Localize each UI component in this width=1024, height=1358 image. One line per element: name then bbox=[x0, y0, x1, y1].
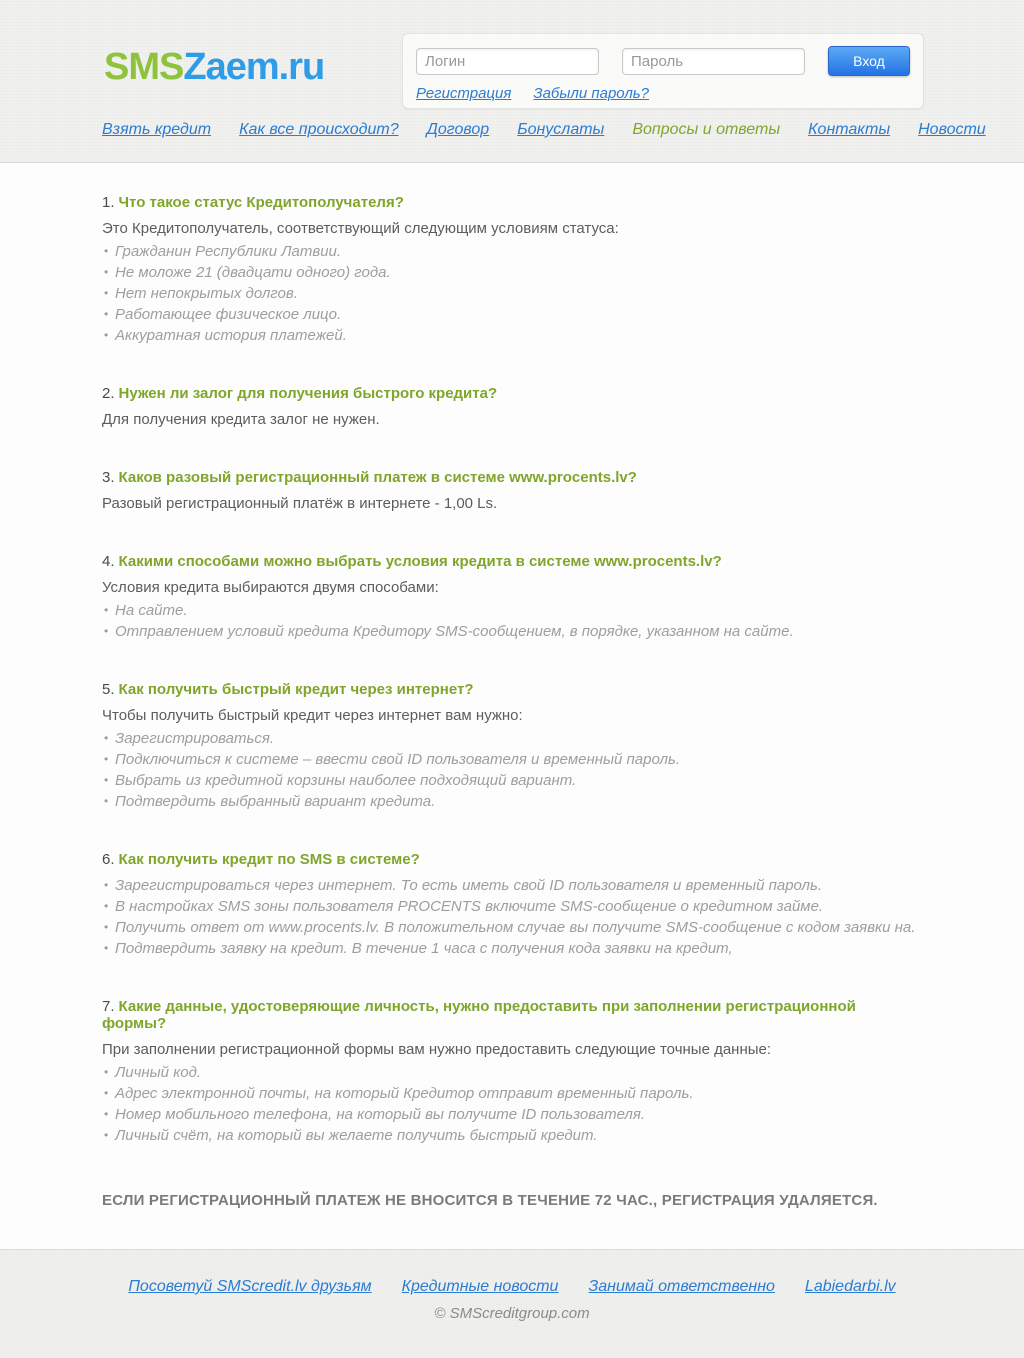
faq-question-number: 1. bbox=[102, 194, 115, 211]
bullet-icon: • bbox=[104, 773, 109, 787]
faq-question-number: 3. bbox=[102, 469, 115, 486]
faq-bullet: • Аккуратная история платежей. bbox=[104, 327, 347, 344]
faq-question-text: Какие данные, удостоверяющие личность, нужно предоставить при заполнении регистрационной формы? bbox=[102, 998, 856, 1032]
faq-bullet: • Получить ответ от www.procents.lv. В положительном случае вы получите SMS-сообщение с кодом заявки на. bbox=[104, 919, 916, 936]
faq-item bbox=[102, 851, 922, 959]
nav-item[interactable]: Бонуслаты bbox=[517, 121, 605, 138]
nav-item-active[interactable]: Вопросы и ответы bbox=[632, 121, 781, 138]
bullet-icon: • bbox=[104, 1086, 109, 1100]
faq-question bbox=[102, 998, 922, 1032]
login-input[interactable] bbox=[416, 48, 599, 75]
faq-bullet: • Адрес электронной почты, на который Кредитор отправит временный пароль. bbox=[104, 1085, 694, 1102]
faq-list bbox=[102, 194, 922, 1146]
faq-question-number: 7. bbox=[102, 998, 115, 1015]
site-footer bbox=[0, 1249, 1024, 1358]
footer-links bbox=[0, 1278, 1024, 1296]
bullet-icon: • bbox=[104, 794, 109, 808]
faq-question-number: 2. bbox=[102, 385, 115, 402]
bullet-icon: • bbox=[104, 731, 109, 745]
faq-answer-intro: Чтобы получить быстрый кредит через интернет вам нужно: bbox=[102, 707, 523, 724]
faq-question-number: 5. bbox=[102, 681, 115, 698]
bullet-icon: • bbox=[104, 603, 109, 617]
bullet-icon: • bbox=[104, 1128, 109, 1142]
faq-answer-intro: При заполнении регистрационной формы вам нужно предоставить следующие точные данные: bbox=[102, 1041, 772, 1058]
registration-notice: ЕСЛИ РЕГИСТРАЦИОННЫЙ ПЛАТЕЖ НЕ ВНОСИТСЯ В ТЕЧЕНИЕ 72 ЧАС., РЕГИСТРАЦИЯ УДАЛЯЕТСЯ. bbox=[102, 1192, 878, 1209]
faq-answer-intro: Разовый регистрационный платёж в интернете - 1,00 Ls. bbox=[102, 495, 498, 512]
faq-question bbox=[102, 469, 922, 486]
faq-bullet: • Работающее физическое лицо. bbox=[104, 306, 342, 323]
bullet-icon: • bbox=[104, 941, 109, 955]
faq-bullet: • Зарегистрироваться через интернет. То есть иметь свой ID пользователя и временный пароль. bbox=[104, 877, 823, 894]
bullet-icon: • bbox=[104, 265, 109, 279]
faq-bullet: • В настройках SMS зоны пользователя PROCENTS включите SMS-сообщение о кредитном займе. bbox=[104, 898, 824, 915]
faq-question bbox=[102, 681, 922, 698]
faq-bullet: • На сайте. bbox=[104, 602, 188, 619]
footer-link[interactable]: Labiedarbi.lv bbox=[804, 1278, 896, 1295]
password-input[interactable] bbox=[622, 48, 805, 75]
copyright: © SMScreditgroup.com bbox=[434, 1305, 590, 1322]
bullet-icon: • bbox=[104, 624, 109, 638]
faq-item bbox=[102, 553, 922, 642]
faq-bullet-list bbox=[102, 1062, 922, 1146]
faq-bullet: • Личный счёт, на который вы желаете получить быстрый кредит. bbox=[104, 1127, 598, 1144]
faq-question-text: Нужен ли залог для получения быстрого кредита? bbox=[118, 385, 498, 402]
faq-bullet-list bbox=[102, 728, 922, 812]
faq-item bbox=[102, 681, 922, 812]
bullet-icon: • bbox=[104, 286, 109, 300]
faq-item bbox=[102, 469, 922, 514]
bullet-icon: • bbox=[104, 899, 109, 913]
faq-question-text: Как получить быстрый кредит через интернет? bbox=[118, 681, 474, 698]
main-nav bbox=[102, 112, 986, 139]
faq-bullet: • Гражданин Республики Латвии. bbox=[104, 243, 342, 260]
faq-question-text: Как получить кредит по SMS в системе? bbox=[118, 851, 420, 868]
faq-question-text: Что такое статус Кредитополучателя? bbox=[118, 194, 404, 211]
bullet-icon: • bbox=[104, 244, 109, 258]
faq-question bbox=[102, 385, 922, 402]
faq-item bbox=[102, 998, 922, 1146]
faq-bullet: • Не моложе 21 (двадцати одного) года. bbox=[104, 264, 391, 281]
footer-link[interactable]: Посоветуй SMScredit.lv друзьям bbox=[128, 1278, 372, 1295]
faq-bullet: • Отправлением условий кредита Кредитору SMS-сообщением, в порядке, указанном на сайте. bbox=[104, 623, 794, 640]
bullet-icon: • bbox=[104, 878, 109, 892]
faq-bullet-list bbox=[102, 875, 922, 959]
nav-item[interactable]: Как все происходит? bbox=[239, 121, 399, 138]
faq-answer-intro: Условия кредита выбираются двумя способами: bbox=[102, 579, 439, 596]
logo-sms-text: SMS bbox=[104, 46, 184, 88]
bullet-icon: • bbox=[104, 307, 109, 321]
logo-zaem-text: Zaem.ru bbox=[183, 46, 325, 88]
faq-answer-intro: Это Кредитополучатель, соответствующий следующим условиям статуса: bbox=[102, 220, 619, 237]
faq-bullet: • Подтвердить заявку на кредит. В течение 1 часа с получения кода заявки на кредит, bbox=[104, 940, 733, 957]
faq-question bbox=[102, 553, 922, 570]
faq-bullet: • Зарегистрироваться. bbox=[104, 730, 275, 747]
faq-question-number: 6. bbox=[102, 851, 115, 868]
bullet-icon: • bbox=[104, 1065, 109, 1079]
footer-link[interactable]: Занимай ответственно bbox=[588, 1278, 775, 1295]
bullet-icon: • bbox=[104, 752, 109, 766]
nav-item[interactable]: Договор bbox=[426, 121, 490, 138]
site-logo[interactable] bbox=[104, 46, 324, 89]
forgot-password-link[interactable]: Забыли пароль? bbox=[533, 85, 650, 102]
nav-item[interactable]: Контакты bbox=[808, 121, 891, 138]
faq-question-text: Какими способами можно выбрать условия кредита в системе www.procents.lv? bbox=[118, 553, 722, 570]
faq-bullet: • Подтвердить выбранный вариант кредита. bbox=[104, 793, 436, 810]
faq-question-text: Каков разовый регистрационный платеж в системе www.procents.lv? bbox=[118, 469, 637, 486]
faq-question-number: 4. bbox=[102, 553, 115, 570]
register-link[interactable]: Регистрация bbox=[416, 85, 512, 102]
site-header bbox=[0, 0, 1024, 163]
nav-item[interactable]: Взять кредит bbox=[102, 121, 212, 138]
faq-item bbox=[102, 385, 922, 430]
nav-item[interactable]: Новости bbox=[918, 121, 986, 138]
faq-bullet: • Подключиться к системе – ввести свой ID пользователя и временный пароль. bbox=[104, 751, 680, 768]
bullet-icon: • bbox=[104, 328, 109, 342]
footer-link[interactable]: Кредитные новости bbox=[401, 1278, 559, 1295]
faq-answer-intro: Для получения кредита залог не нужен. bbox=[102, 411, 380, 428]
bullet-icon: • bbox=[104, 1107, 109, 1121]
login-button[interactable]: Вход bbox=[828, 46, 910, 76]
bullet-icon: • bbox=[104, 920, 109, 934]
faq-bullet: • Выбрать из кредитной корзины наиболее подходящий вариант. bbox=[104, 772, 577, 789]
faq-bullet: • Нет непокрытых долгов. bbox=[104, 285, 298, 302]
faq-question bbox=[102, 851, 922, 868]
faq-bullet: • Личный код. bbox=[104, 1064, 202, 1081]
faq-item bbox=[102, 194, 922, 346]
faq-bullet-list bbox=[102, 241, 922, 346]
faq-question bbox=[102, 194, 922, 211]
faq-bullet-list bbox=[102, 600, 922, 642]
faq-bullet: • Номер мобильного телефона, на который вы получите ID пользователя. bbox=[104, 1106, 646, 1123]
faq-content bbox=[0, 163, 1024, 1249]
login-panel bbox=[402, 33, 924, 109]
